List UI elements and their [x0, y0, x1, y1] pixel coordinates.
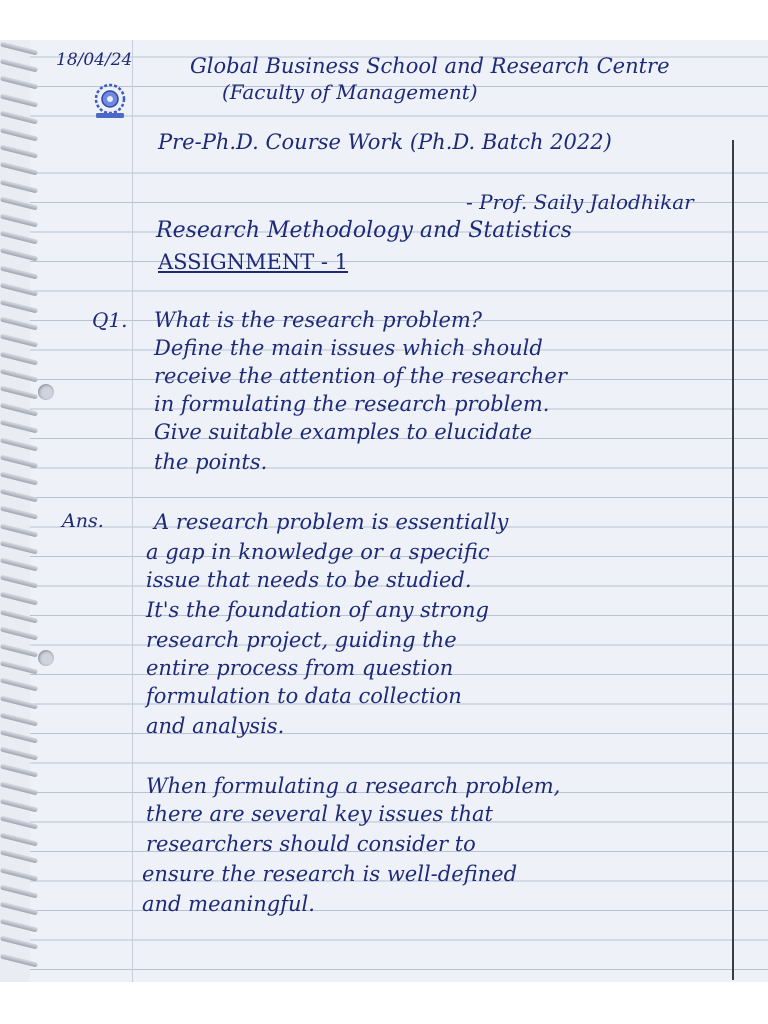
right-margin-line	[732, 140, 734, 980]
spiral-coil	[0, 695, 38, 709]
spiral-coil	[0, 162, 38, 176]
spiral-coil	[0, 833, 38, 847]
spiral-coil	[0, 145, 38, 159]
answer-line: formulation to data collection	[146, 684, 462, 708]
question-line: in formulating the research problem.	[154, 392, 550, 416]
spiral-coil	[0, 592, 38, 606]
spiral-coil	[0, 729, 38, 743]
spiral-coil	[0, 265, 38, 279]
professor-name: - Prof. Saily Jalodhikar	[466, 190, 694, 214]
spiral-coil	[0, 299, 38, 313]
spiral-binding	[0, 40, 40, 982]
school-name: Global Business School and Research Centre	[190, 54, 670, 78]
course-title: Pre-Ph.D. Course Work (Ph.D. Batch 2022)	[158, 130, 612, 154]
spiral-coil	[0, 127, 38, 141]
spiral-coil	[0, 334, 38, 348]
spiral-coil	[0, 403, 38, 417]
spiral-coil	[0, 781, 38, 795]
question-line: What is the research problem?	[154, 308, 483, 332]
spiral-coil	[0, 919, 38, 933]
answer-line: research project, guiding the	[146, 628, 457, 652]
answer-line: It's the foundation of any strong	[146, 598, 489, 622]
answer-line: there are several key issues that	[146, 802, 493, 826]
spiral-coil	[0, 643, 38, 657]
spiral-coil	[0, 179, 38, 193]
question-line: the points.	[154, 450, 268, 474]
spiral-coil	[0, 506, 38, 520]
spiral-coil	[0, 901, 38, 915]
answer-line: and meaningful.	[142, 892, 315, 916]
answer-line: and analysis.	[146, 714, 285, 738]
spiral-coil	[0, 59, 38, 73]
spiral-coil	[0, 351, 38, 365]
answer-line: entire process from question	[146, 656, 454, 680]
answer-label: Ans.	[62, 510, 104, 532]
spiral-coil	[0, 41, 38, 55]
spiral-coil	[0, 523, 38, 537]
spiral-coil	[0, 678, 38, 692]
spiral-coil	[0, 815, 38, 829]
spiral-coil	[0, 867, 38, 881]
spiral-coil	[0, 110, 38, 124]
spiral-coil	[0, 489, 38, 503]
spiral-coil	[0, 368, 38, 382]
spiral-coil	[0, 76, 38, 90]
notebook-page	[30, 40, 768, 982]
answer-line: issue that needs to be studied.	[146, 568, 472, 592]
spiral-coil	[0, 420, 38, 434]
subject-title: Research Methodology and Statistics	[156, 218, 572, 243]
spiral-coil	[0, 712, 38, 726]
spiral-coil	[0, 471, 38, 485]
spiral-coil	[0, 626, 38, 640]
spiral-coil	[0, 213, 38, 227]
answer-line: ensure the research is well-defined	[142, 862, 518, 886]
spiral-coil	[0, 609, 38, 623]
spiral-coil	[0, 936, 38, 950]
spiral-coil	[0, 282, 38, 296]
spiral-coil	[0, 385, 38, 399]
question-line: Give suitable examples to elucidate	[154, 420, 533, 444]
spiral-coil	[0, 850, 38, 864]
spiral-coil	[0, 884, 38, 898]
spiral-coil	[0, 575, 38, 589]
spiral-coil	[0, 661, 38, 675]
punch-hole	[38, 384, 54, 400]
answer-line: When formulating a research problem,	[146, 774, 561, 798]
spiral-coil	[0, 953, 38, 967]
spiral-coil	[0, 196, 38, 210]
spiral-coil	[0, 437, 38, 451]
spiral-coil	[0, 317, 38, 331]
spiral-coil	[0, 93, 38, 107]
spiral-coil	[0, 231, 38, 245]
faculty-name: (Faculty of Management)	[222, 80, 478, 104]
date: 18/04/24	[56, 50, 133, 70]
assignment-title: ASSIGNMENT - 1	[158, 250, 349, 274]
question-line: Define the main issues which should	[154, 336, 543, 360]
answer-line: A research problem is essentially	[154, 510, 509, 534]
answer-line: a gap in knowledge or a specific	[146, 540, 490, 564]
answer-line: researchers should consider to	[146, 832, 476, 856]
spiral-coil	[0, 557, 38, 571]
spiral-coil	[0, 747, 38, 761]
spiral-coil	[0, 798, 38, 812]
punch-hole	[38, 650, 54, 666]
spiral-coil	[0, 248, 38, 262]
spiral-coil	[0, 540, 38, 554]
school-logo-icon	[88, 82, 132, 120]
spiral-coil	[0, 454, 38, 468]
notebook-photo	[0, 40, 768, 982]
question-label: Q1.	[92, 308, 128, 332]
spiral-coil	[0, 764, 38, 778]
question-line: receive the attention of the researcher	[154, 364, 567, 388]
margin-line	[132, 40, 133, 982]
